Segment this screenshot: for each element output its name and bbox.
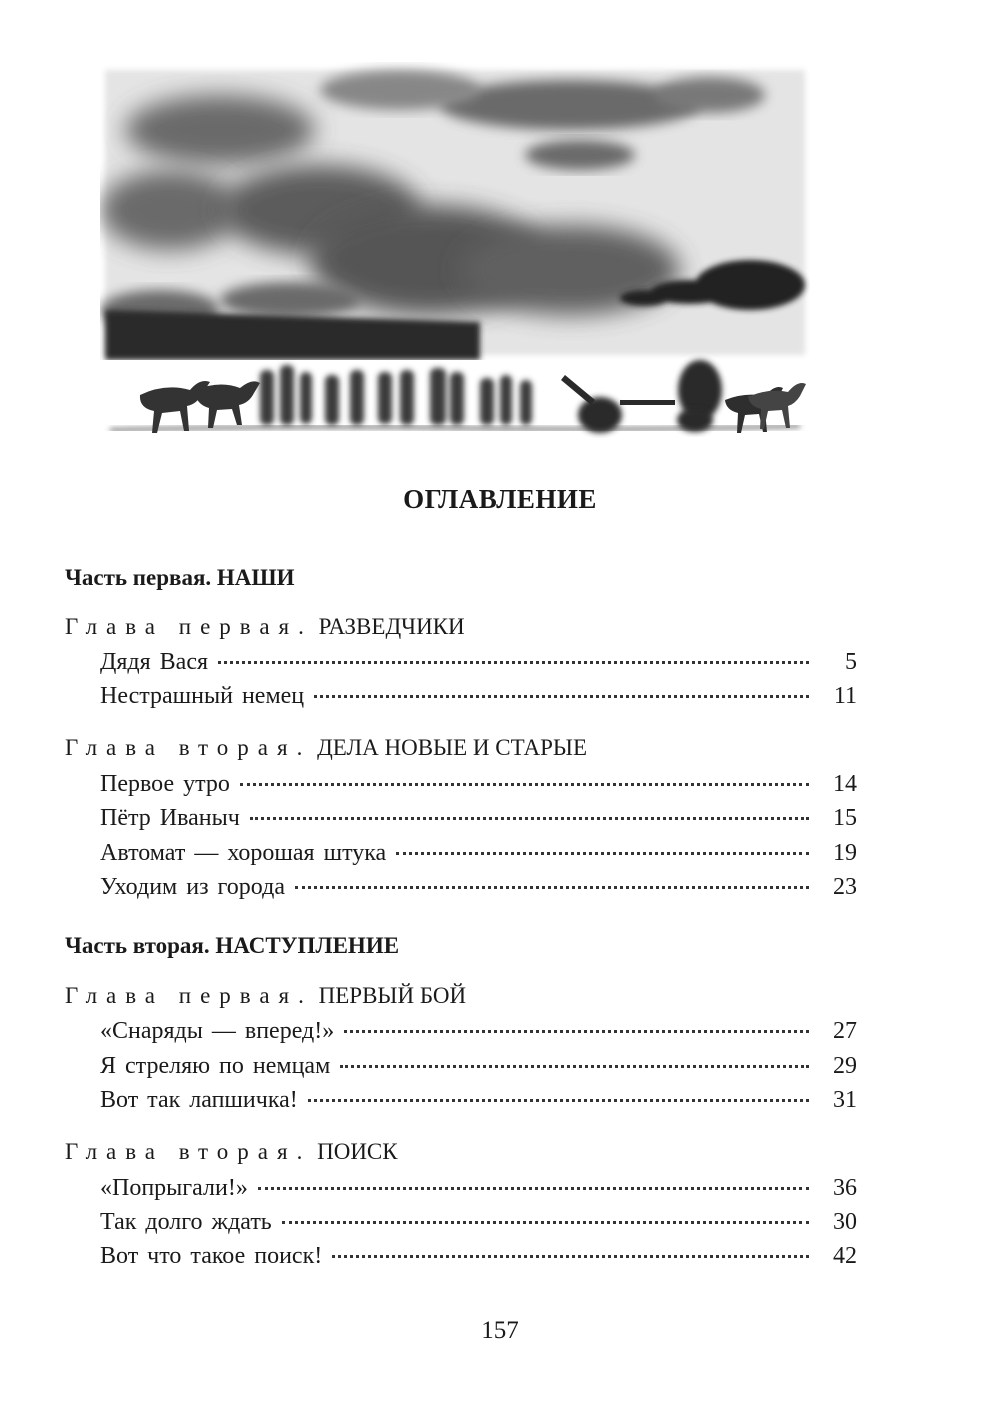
toc-entry[interactable]: [100, 771, 857, 801]
toc-entry-title: Я стреляю по немцам: [100, 1053, 331, 1079]
chapter-prefix: Глава первая.: [65, 614, 313, 639]
dot-leader: [250, 817, 809, 820]
dot-leader: [282, 1221, 809, 1224]
toc-title: ОГЛАВЛЕНИЕ: [403, 484, 597, 514]
toc-entry-page: 19: [833, 840, 857, 866]
chapter-heading: [65, 614, 465, 640]
toc-entry[interactable]: [100, 683, 857, 713]
toc-entry-title: Пётр Иваныч: [100, 805, 240, 831]
chapter-title: ПОИСК: [317, 1139, 398, 1164]
toc-entry-page: 36: [833, 1175, 857, 1201]
chapter-title: ПЕРВЫЙ БОЙ: [318, 983, 467, 1008]
toc-entry-title: Первое утро: [100, 771, 230, 797]
dot-leader: [218, 661, 809, 664]
toc-entry-page: 42: [833, 1243, 857, 1269]
dot-leader: [340, 1065, 809, 1068]
dot-leader: [344, 1030, 809, 1033]
toc-entry[interactable]: [100, 649, 857, 679]
toc-entry-page: 14: [833, 771, 857, 797]
toc-entry[interactable]: [100, 805, 857, 835]
toc-entry-page: 29: [833, 1053, 857, 1079]
toc-entry-title: «Снаряды — вперед!»: [100, 1018, 335, 1044]
part-heading: Часть вторая. НАСТУПЛЕНИЕ: [65, 933, 400, 958]
dot-leader: [332, 1255, 809, 1258]
toc-entry[interactable]: [100, 1209, 857, 1239]
toc-entry-title: Уходим из города: [100, 874, 285, 900]
chapter-heading: [65, 735, 587, 761]
toc-entry-title: Так долго ждать: [100, 1209, 272, 1235]
chapter-title: РАЗВЕДЧИКИ: [318, 614, 465, 639]
toc-entry[interactable]: [100, 840, 857, 870]
chapter-prefix: Глава первая.: [65, 983, 313, 1008]
toc-entry[interactable]: [100, 1243, 857, 1273]
dot-leader: [396, 852, 809, 855]
toc-entry[interactable]: [100, 1018, 857, 1048]
page-number: 157: [481, 1317, 519, 1344]
dot-leader: [258, 1187, 809, 1190]
dot-leader: [314, 695, 809, 698]
dot-leader: [308, 1099, 809, 1102]
toc-entry-title: Автомат — хорошая штука: [100, 840, 387, 866]
toc-entry[interactable]: [100, 1087, 857, 1117]
chapter-prefix: Глава вторая.: [65, 735, 312, 760]
toc-entry-page: 11: [833, 683, 857, 709]
toc-entry[interactable]: [100, 874, 857, 904]
winter-march-illustration-icon: [100, 60, 810, 450]
toc-entry-title: Дядя Вася: [100, 649, 209, 675]
dot-leader: [295, 886, 809, 889]
toc-entry-page: 27: [833, 1018, 857, 1044]
toc-entry-page: 31: [833, 1087, 857, 1113]
chapter-heading: [65, 983, 466, 1009]
part-heading: Часть первая. НАШИ: [65, 565, 295, 590]
toc-entry[interactable]: [100, 1053, 857, 1083]
toc-entry-page: 23: [833, 874, 857, 900]
toc-entry-page: 15: [833, 805, 857, 831]
toc-entry-page: 30: [833, 1209, 857, 1235]
dot-leader: [240, 783, 809, 786]
toc-entry-page: 5: [845, 649, 857, 675]
toc-entry-title: Вот так лапшичка!: [100, 1087, 298, 1113]
toc-entry-title: Нестрашный немец: [100, 683, 305, 709]
toc-entry[interactable]: [100, 1175, 857, 1205]
toc-entry-title: Вот что такое поиск!: [100, 1243, 323, 1269]
chapter-prefix: Глава вторая.: [65, 1139, 312, 1164]
chapter-title: ДЕЛА НОВЫЕ И СТАРЫЕ: [317, 735, 588, 760]
chapter-heading: [65, 1139, 398, 1165]
toc-entry-title: «Попрыгали!»: [100, 1175, 248, 1201]
